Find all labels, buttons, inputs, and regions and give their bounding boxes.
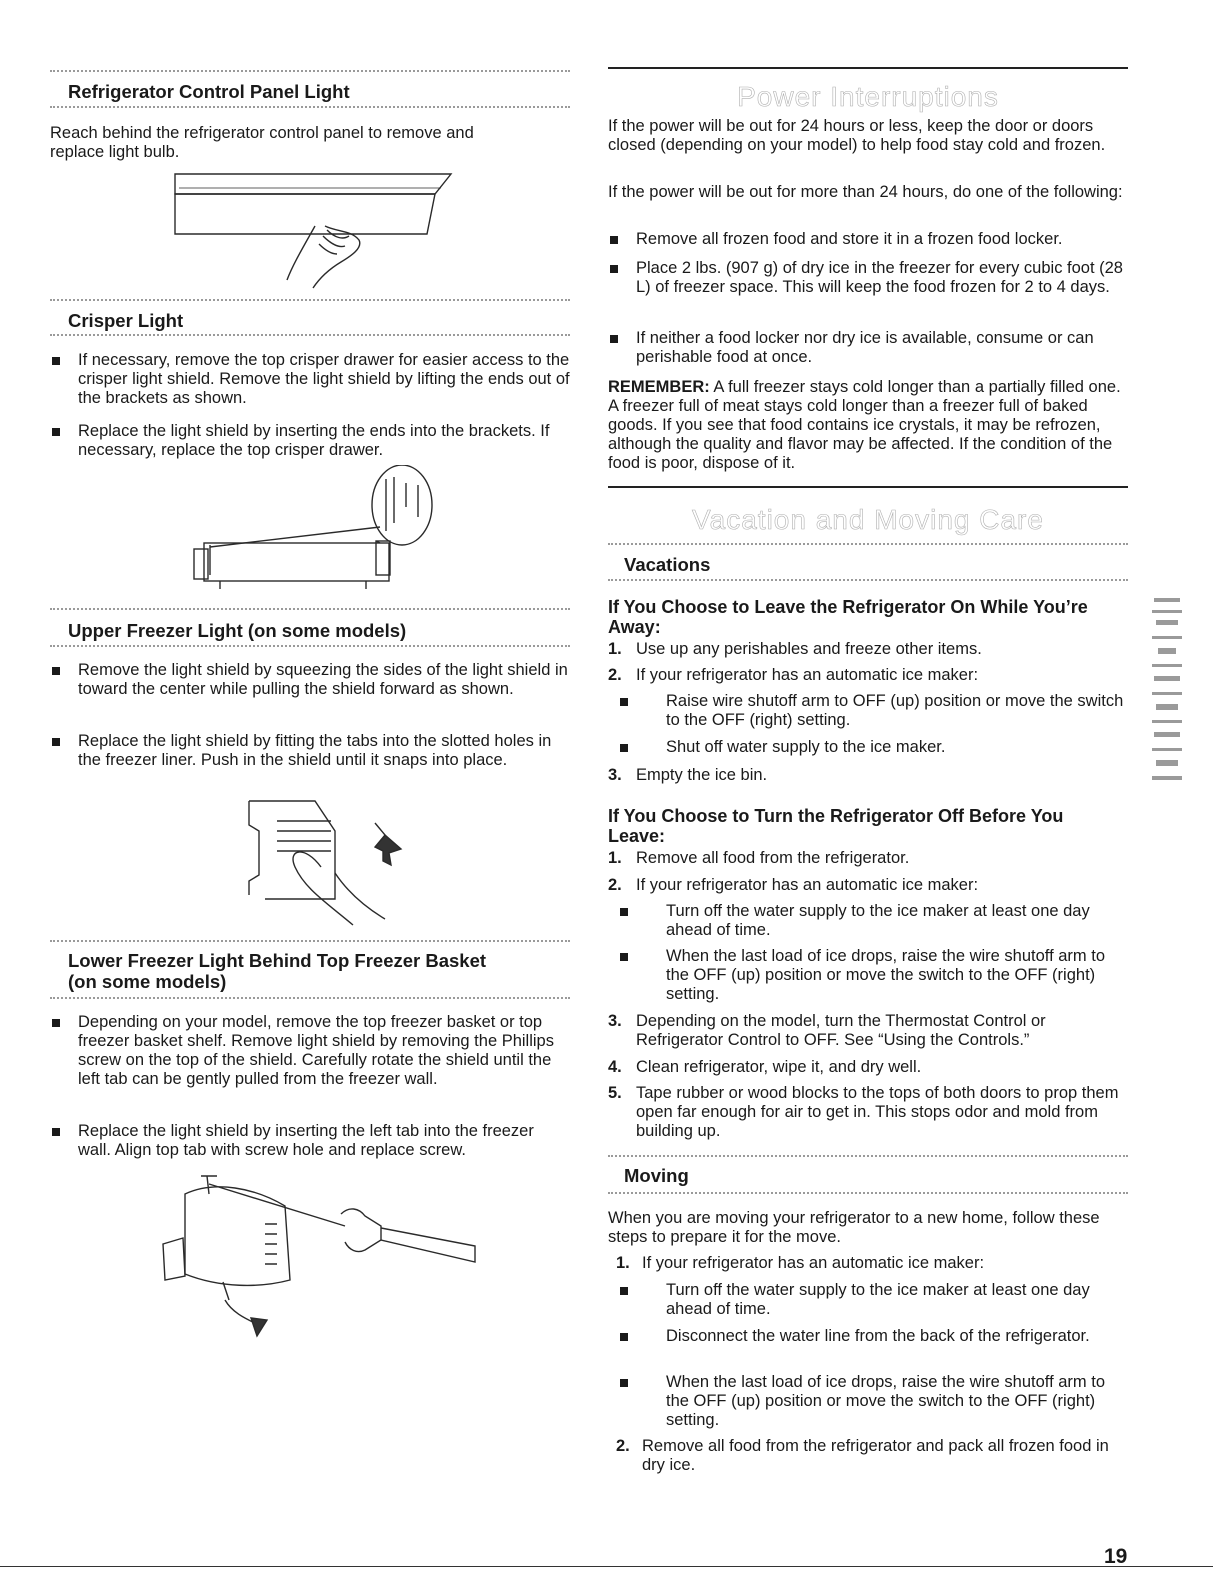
lower-freezer-bullet-2: Replace the light shield by inserting the left tab into the freezer wall. Align top tab with screw hole and replace screw.: [78, 1122, 534, 1159]
bullet-marker: [620, 908, 628, 916]
page-number: 19: [1104, 1545, 1128, 1568]
sub-bullet-item: [608, 1373, 1128, 1430]
step-text: Empty the ice bin.: [636, 766, 768, 784]
numbered-step: [616, 1254, 1128, 1273]
upper-freezer-bullet-1: Remove the light shield by squeezing the sides of the light shield in toward the center while pulling the shield forward as shown.: [78, 661, 568, 698]
sub-bullet-text: Disconnect the water line from the back of the refrigerator.: [666, 1327, 1090, 1345]
step-number: 2.: [616, 1437, 630, 1455]
bullet-marker: [52, 428, 60, 436]
step-text: Clean refrigerator, wipe it, and dry well.: [636, 1058, 922, 1076]
bullet-item: [50, 351, 570, 408]
section-rule: [608, 67, 1128, 69]
bullet-marker: [52, 357, 60, 365]
bullet-marker: [620, 698, 628, 706]
sub-bullet-text: Turn off the water supply to the ice maker at least one day ahead of time.: [666, 902, 1090, 939]
divider: [50, 299, 570, 301]
lower-freezer-bullet-1: Depending on your model, remove the top freezer basket or top freezer basket shelf. Remove light shield by removing the Phillips screw on the top of the shield. Carefully rotate the shield until the left tab can be gently pulled from the freezer wall.: [78, 1013, 554, 1088]
numbered-step: [608, 1084, 1128, 1141]
bullet-item: [608, 259, 1128, 297]
power-bullet-1: Remove all frozen food and store it in a frozen food locker.: [636, 230, 1063, 248]
moving-heading: Moving: [624, 1165, 689, 1186]
step-number: 1.: [608, 849, 622, 867]
crisper-heading: Crisper Light: [68, 310, 184, 331]
step-text: If your refrigerator has an automatic ice maker:: [636, 666, 979, 684]
divider: [608, 1192, 1128, 1194]
lower-freezer-heading-line2: (on some models): [68, 971, 227, 992]
numbered-step: [608, 1012, 1128, 1050]
lower-freezer-heading-line1: Lower Freezer Light Behind Top Freezer Basket: [68, 950, 487, 971]
step-text: Remove all food from the refrigerator.: [636, 849, 910, 867]
numbered-step: [608, 876, 1128, 895]
sub-bullet-text: Turn off the water supply to the ice maker at least one day ahead of time.: [666, 1281, 1090, 1318]
step-number: 2.: [608, 666, 622, 684]
power-bullet-2: Place 2 lbs. (907 g) of dry ice in the freezer for every cubic foot (28 L) of freezer space. This will keep the food frozen for 2 to 4 days.: [636, 259, 1123, 296]
bullet-item: [50, 422, 570, 460]
step-text: Use up any perishables and freeze other items.: [636, 640, 982, 658]
numbered-step: [608, 1058, 1128, 1077]
sub-bullet-text: When the last load of ice drops, raise the wire shutoff arm to the OFF (up) position or move the switch to the OFF (right) setting.: [666, 1373, 1105, 1429]
step-number: 4.: [608, 1058, 622, 1076]
moving-intro: When you are moving your refrigerator to a new home, follow these steps to prepare it for the move.: [608, 1209, 1100, 1246]
bullet-marker: [620, 1333, 628, 1341]
leave-on-heading-line1: If You Choose to Leave the Refrigerator On While You’re: [608, 597, 1088, 617]
vacations-heading: Vacations: [624, 554, 711, 575]
sub-bullet-item: [608, 1327, 1128, 1346]
turn-off-heading-line2: Leave:: [608, 826, 666, 846]
bullet-marker: [610, 335, 618, 343]
side-tab-mark: [1150, 596, 1184, 786]
step-text: Depending on the model, turn the Thermostat Control or Refrigerator Control to OFF. See “Using the Controls.”: [636, 1012, 1046, 1049]
control-panel-text: Reach behind the refrigerator control panel to remove and replace light bulb.: [50, 124, 474, 161]
sub-bullet-item: [608, 738, 1128, 757]
leave-on-heading-line2: Away:: [608, 617, 661, 637]
step-text: Tape rubber or wood blocks to the tops of both doors to prop them open far enough for air to get in. This stops odor and mold from building up.: [636, 1084, 1119, 1140]
sub-bullet-text: When the last load of ice drops, raise the wire shutoff arm to the OFF (up) position or move the switch to the OFF (right) setting.: [666, 947, 1105, 1003]
bullet-marker: [52, 1019, 60, 1027]
step-number: 5.: [608, 1084, 622, 1102]
bullet-marker: [52, 738, 60, 746]
sub-bullet-item: [608, 692, 1128, 730]
step-text: If your refrigerator has an automatic ice maker:: [636, 876, 979, 894]
power-paragraph-2: If the power will be out for more than 24 hours, do one of the following:: [608, 183, 1123, 201]
divider: [50, 997, 570, 999]
bullet-marker: [620, 1379, 628, 1387]
sub-bullet-item: [608, 947, 1128, 1004]
sub-bullet-item: [608, 1281, 1128, 1319]
bullet-item: [50, 1013, 570, 1089]
upper-freezer-bullet-2: Replace the light shield by fitting the tabs into the slotted holes in the freezer liner. Push in the shield until it snaps into place.: [78, 732, 552, 769]
control-panel-illustration: [165, 168, 465, 293]
bullet-item: [608, 230, 1128, 249]
numbered-step: [608, 849, 1128, 868]
bullet-marker: [620, 744, 628, 752]
step-number: 1.: [616, 1254, 630, 1272]
divider: [50, 334, 570, 336]
step-number: 3.: [608, 766, 622, 784]
sub-bullet-item: [608, 902, 1128, 940]
divider: [50, 940, 570, 942]
bullet-item: [50, 1122, 570, 1160]
turn-off-heading-line1: If You Choose to Turn the Refrigerator Off Before You: [608, 806, 1064, 826]
divider: [50, 106, 570, 108]
divider: [50, 70, 570, 72]
bullet-item: [608, 329, 1128, 367]
sub-bullet-text: Raise wire shutoff arm to OFF (up) position or move the switch to the OFF (right) setting.: [666, 692, 1124, 729]
upper-freezer-heading: Upper Freezer Light (on some models): [68, 620, 407, 641]
divider: [50, 645, 570, 647]
remember-text: A full freezer stays cold longer than a partially filled one. A freezer full of meat stays cold longer than a freezer full of baked goods. If you see that food contains ice crystals, it may be refrozen, although the quality and flavor may be affected. If the condition of the food is poor, dispose of it.: [608, 378, 1121, 472]
page-bottom-rule: [0, 1566, 1213, 1567]
divider: [50, 608, 570, 610]
numbered-step: [608, 766, 1128, 785]
power-interruptions-heading: Power Interruptions: [737, 81, 999, 112]
step-number: 3.: [608, 1012, 622, 1030]
divider: [608, 579, 1128, 581]
bullet-marker: [610, 236, 618, 244]
step-text: Remove all food from the refrigerator and pack all frozen food in dry ice.: [642, 1437, 1109, 1474]
power-paragraph-1: If the power will be out for 24 hours or less, keep the door or doors closed (depending on your model) to help food stay cold and frozen.: [608, 117, 1106, 154]
power-bullet-3: If neither a food locker nor dry ice is available, consume or can perishable food at once.: [636, 329, 1094, 366]
bullet-item: [50, 732, 570, 770]
divider: [608, 543, 1128, 545]
vacation-moving-heading: Vacation and Moving Care: [692, 504, 1044, 535]
bullet-marker: [52, 1128, 60, 1136]
bullet-marker: [620, 1287, 628, 1295]
step-text: If your refrigerator has an automatic ice maker:: [642, 1254, 985, 1272]
upper-freezer-light-illustration: [235, 795, 415, 930]
step-number: 1.: [608, 640, 622, 658]
crisper-bullet-2: Replace the light shield by inserting the ends into the brackets. If necessary, replace the top crisper drawer.: [78, 422, 550, 459]
crisper-light-illustration: [180, 465, 440, 590]
sub-bullet-text: Shut off water supply to the ice maker.: [666, 738, 946, 756]
control-panel-heading: Refrigerator Control Panel Light: [68, 81, 350, 102]
remember-paragraph: [608, 378, 1128, 473]
section-rule: [608, 486, 1128, 488]
bullet-marker: [610, 265, 618, 273]
numbered-step: [608, 640, 1128, 659]
bullet-marker: [52, 667, 60, 675]
divider: [608, 1155, 1128, 1157]
bullet-item: [50, 661, 570, 699]
lower-freezer-light-illustration: [145, 1170, 485, 1345]
remember-label: REMEMBER:: [608, 378, 710, 396]
numbered-step: [608, 666, 1128, 685]
bullet-marker: [620, 953, 628, 961]
step-number: 2.: [608, 876, 622, 894]
crisper-bullet-1: If necessary, remove the top crisper drawer for easier access to the crisper light shield. Remove the light shield by lifting the ends out of the brackets as shown.: [78, 351, 570, 407]
numbered-step: [616, 1437, 1128, 1475]
